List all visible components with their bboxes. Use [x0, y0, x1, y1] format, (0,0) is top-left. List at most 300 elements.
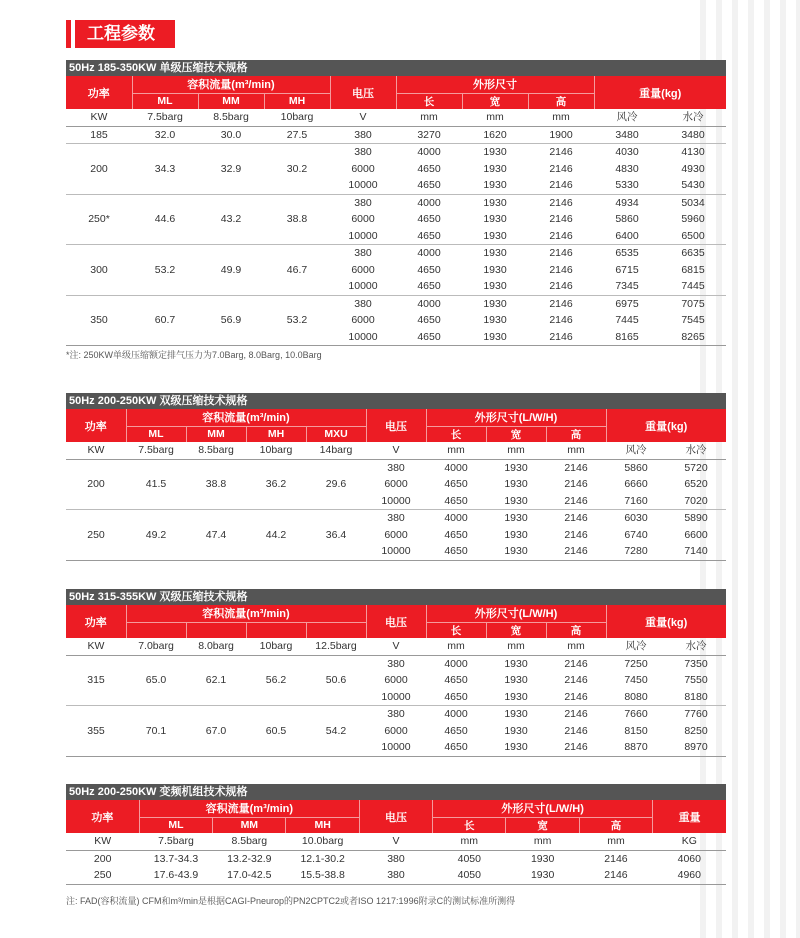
flow-cell: 47.4 [186, 510, 246, 561]
table-cell: 10000 [330, 278, 396, 295]
header-sub: MXU [306, 426, 366, 442]
table-cell: 2146 [528, 228, 594, 245]
unit-cell: 12.5barg [306, 638, 366, 655]
unit-cell: mm [433, 833, 506, 850]
table-cell: 1930 [504, 708, 528, 720]
table-cell: 2146 [564, 478, 588, 490]
table-cell: 8970 [666, 739, 726, 756]
table-cell: 380 [354, 297, 372, 310]
spec-table-vfd-200-250 [66, 784, 726, 885]
table-cell: 4000 [444, 708, 468, 720]
table-cell: 7445 [660, 278, 726, 295]
header-sub: 宽 [462, 93, 528, 109]
flow-cell: 70.1 [126, 706, 186, 757]
table-cell: 7760 [684, 708, 708, 720]
table-cell: 4030 [615, 146, 639, 158]
header-sub: MM [186, 426, 246, 442]
power-cell: 350 [66, 295, 132, 346]
table-cell: 7250 [624, 657, 648, 670]
table-cell: 2146 [564, 461, 588, 474]
table-cell: 6500 [660, 228, 726, 245]
table-cell: 4650 [444, 674, 468, 686]
flow-cell: 38.8 [264, 194, 330, 245]
header-sub: 宽 [506, 817, 579, 833]
header-sub: 宽 [486, 426, 546, 442]
table-cell: 380 [387, 461, 405, 474]
table-cell: 6000 [384, 528, 408, 541]
table-cell: 5960 [681, 213, 705, 225]
table-cell: 6000 [384, 724, 408, 737]
flow-cell: 65.0 [126, 655, 186, 706]
table-cell: 13.2-32.9 [227, 852, 272, 865]
table-cell: 12.1-30.2 [300, 852, 345, 865]
header-voltage: 电压 [366, 605, 426, 638]
unit-cell: 风冷 [606, 442, 666, 459]
spec-table-two-stage-200-250 [66, 393, 726, 561]
table-cell: 2146 [564, 674, 588, 686]
header-sub: 宽 [486, 622, 546, 638]
unit-cell: mm [426, 638, 486, 655]
header-power: 功率 [66, 605, 126, 638]
header-power: 功率 [66, 76, 132, 109]
table-cell: 2146 [549, 247, 573, 259]
table-cell: 5720 [684, 461, 708, 474]
header-weight: 重量(kg) [606, 605, 726, 638]
unit-cell: mm [486, 442, 546, 459]
table-cell: 4000 [417, 297, 441, 310]
table-cell: 10000 [330, 228, 396, 245]
flow-cell: 30.2 [264, 144, 330, 195]
header-sub: 长 [426, 622, 486, 638]
table-cell: 380 [354, 196, 372, 209]
table-cell: 4650 [396, 177, 462, 194]
table-cell: 4650 [417, 263, 441, 276]
table-cell: 4650 [396, 228, 462, 245]
table-cell: 1930 [504, 674, 528, 686]
table-cell: 4650 [444, 724, 468, 737]
power-cell: 185 [66, 126, 132, 144]
table-cell: 3270 [396, 126, 462, 144]
table-cell: 6000 [384, 674, 408, 686]
table-cell: 6000 [351, 263, 375, 276]
table-cell: 1930 [483, 297, 507, 310]
table-cell: 7550 [684, 674, 708, 686]
table-row [66, 706, 726, 723]
header-sub: ML [132, 93, 198, 109]
table-cell: 380 [354, 146, 372, 158]
table-cell: 6030 [624, 512, 648, 524]
unit-cell: mm [528, 109, 594, 126]
header-sub: MH [246, 426, 306, 442]
table-row [66, 245, 726, 262]
header-sub: MM [213, 817, 286, 833]
table-cell: 4000 [417, 247, 441, 259]
spec-table-single-stage [66, 60, 726, 346]
header-power: 功率 [66, 409, 126, 442]
flow-cell: 50.6 [306, 655, 366, 706]
page-heading [66, 20, 175, 48]
flow-cell: 43.2 [198, 194, 264, 245]
table-cell: 1930 [504, 512, 528, 524]
table-cell: 2146 [549, 297, 573, 310]
header-sub-empty [186, 622, 246, 638]
table-cell: 13.7-34.3 [153, 852, 199, 865]
section-title: 50Hz 315-355KW 双级压缩技术规格 [66, 589, 726, 605]
header-sub: 长 [396, 93, 462, 109]
table-cell: 8180 [666, 689, 726, 706]
header-sub-empty [246, 622, 306, 638]
table-cell: 8265 [660, 329, 726, 346]
table-cell: 7350 [684, 657, 708, 670]
table-cell: 380 [387, 512, 405, 524]
unit-cell: 水冷 [666, 442, 726, 459]
table-row [66, 459, 726, 476]
table-cell: 2146 [549, 263, 573, 276]
table-cell: 4650 [417, 213, 441, 225]
table-cell: 4934 [615, 196, 639, 209]
header-voltage: 电压 [330, 76, 396, 109]
table-cell: 380 [330, 126, 396, 144]
flow-cell: 53.2 [264, 295, 330, 346]
table-cell: 4830 [615, 162, 639, 175]
table-cell: 6660 [624, 478, 648, 490]
table-cell: 7545 [681, 314, 705, 326]
unit-cell: V [366, 638, 426, 655]
table-cell: 2146 [564, 657, 588, 670]
table-cell: 4650 [396, 329, 462, 346]
spec-table [66, 800, 726, 885]
table-cell: 1930 [462, 329, 528, 346]
table-cell: 1930 [504, 528, 528, 541]
header-sub: ML [139, 817, 212, 833]
header-sub-empty [126, 622, 186, 638]
flow-cell: 60.7 [132, 295, 198, 346]
table-cell: 10000 [366, 689, 426, 706]
power-cell: 355 [66, 706, 126, 757]
flow-cell: 49.9 [198, 245, 264, 296]
table-cell: 6520 [684, 478, 708, 490]
header-flow: 容积流量(m³/min) [132, 76, 330, 93]
table-cell: 2146 [564, 528, 588, 541]
header-sub: MH [286, 817, 359, 833]
table-cell: 200 [93, 852, 112, 865]
header-sub-empty [306, 622, 366, 638]
table-cell: 6000 [351, 213, 375, 225]
table-cell: 5890 [684, 512, 708, 524]
table-cell: 2146 [549, 146, 573, 158]
note-250kw: *注: 250KW单级压缩额定排气压力为7.0Barg, 8.0Barg, 10.0Barg [66, 350, 322, 360]
table-cell: 4650 [417, 162, 441, 175]
header-flow: 容积流量(m³/min) [126, 605, 366, 622]
power-cell: 250 [66, 510, 126, 561]
unit-cell: 7.5barg [132, 109, 198, 126]
unit-cell: 14barg [306, 442, 366, 459]
unit-cell: mm [396, 109, 462, 126]
header-voltage: 电压 [366, 409, 426, 442]
unit-cell: 7.5barg [126, 442, 186, 459]
table-cell: 7160 [606, 493, 666, 510]
table-cell: 1930 [483, 146, 507, 158]
unit-cell: 风冷 [606, 638, 666, 655]
power-cell: 200 [66, 144, 132, 195]
header-voltage: 电压 [359, 800, 432, 833]
table-cell: 2146 [564, 724, 588, 737]
table-cell: 6535 [615, 247, 639, 259]
table-cell: 4000 [444, 657, 468, 670]
flow-cell: 54.2 [306, 706, 366, 757]
table-cell: 2146 [528, 177, 594, 194]
unit-cell: V [366, 442, 426, 459]
table-cell: 1930 [483, 196, 507, 209]
unit-cell: 水冷 [660, 109, 726, 126]
table-cell: 2146 [528, 278, 594, 295]
header-sub: 长 [426, 426, 486, 442]
table-cell: 4000 [417, 146, 441, 158]
table-cell: 1930 [486, 739, 546, 756]
unit-cell: V [330, 109, 396, 126]
spec-table [66, 76, 726, 346]
table-cell: 4000 [444, 512, 468, 524]
table-cell: 2146 [579, 867, 652, 884]
table-cell: 4650 [426, 689, 486, 706]
table-cell: 6000 [351, 314, 375, 326]
section-title: 50Hz 200-250KW 变频机组技术规格 [66, 784, 726, 800]
header-sub: MH [264, 93, 330, 109]
power-cell: 250* [66, 194, 132, 245]
spec-table [66, 409, 726, 561]
table-cell: 1930 [462, 278, 528, 295]
table-cell: 7660 [624, 708, 648, 720]
table-cell: 8150 [624, 724, 648, 737]
unit-cell: KW [66, 833, 139, 850]
table-cell: 2146 [564, 512, 588, 524]
table-cell: 15.5-38.8 [286, 867, 359, 884]
unit-cell: 风冷 [594, 109, 660, 126]
table-cell: 4960 [653, 867, 726, 884]
flow-cell: 38.8 [186, 459, 246, 510]
table-cell: 5034 [681, 196, 705, 209]
flow-cell: 30.0 [198, 126, 264, 144]
table-row [66, 867, 726, 884]
unit-cell: 8.5barg [213, 833, 286, 850]
table-cell: 3480 [594, 126, 660, 144]
header-sub: ML [126, 426, 186, 442]
table-cell: 7345 [594, 278, 660, 295]
unit-cell: 8.0barg [186, 638, 246, 655]
header-sub: 长 [433, 817, 506, 833]
table-cell: 4650 [444, 478, 468, 490]
table-cell: 10000 [366, 543, 426, 560]
header-weight: 重量(kg) [606, 409, 726, 442]
flow-cell: 56.2 [246, 655, 306, 706]
unit-cell: KW [66, 109, 132, 126]
power-cell: 315 [66, 655, 126, 706]
table-cell: 10000 [330, 177, 396, 194]
table-row [66, 295, 726, 312]
unit-cell: 8.5barg [186, 442, 246, 459]
table-cell: 2146 [549, 213, 573, 225]
unit-cell: 10barg [246, 442, 306, 459]
table-cell: 2146 [546, 493, 606, 510]
table-cell: 8080 [606, 689, 666, 706]
table-cell: 1620 [462, 126, 528, 144]
unit-cell: KG [653, 833, 726, 850]
table-cell: 10000 [366, 493, 426, 510]
table-cell: 1930 [462, 177, 528, 194]
table-cell: 2146 [546, 689, 606, 706]
table-cell: 4650 [444, 528, 468, 541]
flow-cell: 46.7 [264, 245, 330, 296]
table-cell: 6740 [624, 528, 648, 541]
flow-cell: 49.2 [126, 510, 186, 561]
table-cell: 6400 [594, 228, 660, 245]
table-cell: 7075 [681, 297, 705, 310]
table-cell: 380 [387, 708, 405, 720]
table-cell: 4650 [417, 314, 441, 326]
unit-cell: mm [546, 442, 606, 459]
unit-cell: 水冷 [666, 638, 726, 655]
table-cell: 1930 [462, 228, 528, 245]
flow-cell: 44.6 [132, 194, 198, 245]
table-cell: 8250 [684, 724, 708, 737]
flow-cell: 32.9 [198, 144, 264, 195]
table-cell: 8165 [594, 329, 660, 346]
table-cell: 7450 [624, 674, 648, 686]
table-cell: 1900 [528, 126, 594, 144]
unit-cell: mm [546, 638, 606, 655]
header-weight: 重量(kg) [594, 76, 726, 109]
table-row [66, 126, 726, 144]
table-cell: 380 [387, 657, 405, 670]
power-cell: 300 [66, 245, 132, 296]
table-cell: 7280 [606, 543, 666, 560]
table-cell: 1930 [504, 724, 528, 737]
table-cell: 4930 [681, 162, 705, 175]
table-cell: 6600 [684, 528, 708, 541]
unit-cell: mm [462, 109, 528, 126]
table-cell: 5860 [624, 461, 648, 474]
table-cell: 6000 [384, 478, 408, 490]
table-cell: 6000 [351, 162, 375, 175]
table-cell: 7020 [666, 493, 726, 510]
table-cell: 17.6-43.9 [139, 867, 212, 884]
table-cell: 1930 [486, 689, 546, 706]
table-cell: 1930 [504, 657, 528, 670]
table-cell: 1930 [506, 867, 579, 884]
table-cell: 250 [66, 867, 139, 884]
power-cell: 200 [66, 459, 126, 510]
table-cell: 4000 [444, 461, 468, 474]
table-row [66, 850, 726, 867]
flow-cell: 27.5 [264, 126, 330, 144]
table-cell: 2146 [549, 196, 573, 209]
unit-cell: mm [426, 442, 486, 459]
unit-cell: 10barg [264, 109, 330, 126]
table-cell: 2146 [564, 708, 588, 720]
table-cell: 5330 [594, 177, 660, 194]
unit-cell: KW [66, 442, 126, 459]
page-title: 工程参数 [75, 20, 175, 48]
flow-cell: 67.0 [186, 706, 246, 757]
header-dimensions: 外形尺寸 [396, 76, 594, 93]
table-cell: 3480 [660, 126, 726, 144]
table-cell: 5860 [615, 213, 639, 225]
table-cell: 1930 [486, 543, 546, 560]
unit-cell: mm [486, 638, 546, 655]
table-cell: 1930 [504, 461, 528, 474]
table-cell: 4130 [681, 146, 705, 158]
flow-cell: 32.0 [132, 126, 198, 144]
flow-cell: 29.6 [306, 459, 366, 510]
header-power: 功率 [66, 800, 139, 833]
table-cell: 6635 [681, 247, 705, 259]
flow-cell: 36.4 [306, 510, 366, 561]
flow-cell: 44.2 [246, 510, 306, 561]
table-cell: 4650 [426, 543, 486, 560]
table-cell: 1930 [483, 247, 507, 259]
table-cell: 380 [354, 247, 372, 259]
table-cell: 6815 [681, 263, 705, 276]
flow-cell: 34.3 [132, 144, 198, 195]
table-cell: 10000 [366, 739, 426, 756]
flow-cell: 62.1 [186, 655, 246, 706]
table-cell: 2146 [549, 314, 573, 326]
table-cell: 8870 [606, 739, 666, 756]
table-cell: 1930 [483, 314, 507, 326]
header-weight: 重量 [653, 800, 726, 833]
section-title: 50Hz 200-250KW 双级压缩技术规格 [66, 393, 726, 409]
table-cell: 1930 [483, 162, 507, 175]
table-cell: 380 [359, 867, 432, 884]
table-cell: 7445 [615, 314, 639, 326]
table-cell: 1930 [483, 263, 507, 276]
unit-cell: 10barg [246, 638, 306, 655]
unit-cell: 7.5barg [139, 833, 212, 850]
table-cell: 4650 [426, 739, 486, 756]
table-cell: 10000 [330, 329, 396, 346]
table-cell: 5430 [660, 177, 726, 194]
flow-cell: 56.9 [198, 295, 264, 346]
header-sub: 高 [579, 817, 652, 833]
flow-cell: 41.5 [126, 459, 186, 510]
header-sub: 高 [546, 426, 606, 442]
spec-table [66, 605, 726, 757]
table-cell: 2146 [528, 329, 594, 346]
header-sub: MM [198, 93, 264, 109]
table-row [66, 144, 726, 161]
heading-accent-bar [66, 20, 71, 48]
flow-cell: 36.2 [246, 459, 306, 510]
table-cell: 1930 [504, 478, 528, 490]
note-fad: 注: FAD(容积流量) CFM和m³/min是根据CAGI-Pneurop的PN2CPTC2或者ISO 1217:1996附录C的测试标准所测得 [66, 896, 516, 906]
table-cell: 7140 [666, 543, 726, 560]
header-dimensions: 外形尺寸(L/W/H) [433, 800, 653, 817]
table-cell: 4050 [433, 867, 506, 884]
table-cell: 4650 [396, 278, 462, 295]
unit-cell: 7.0barg [126, 638, 186, 655]
flow-cell: 60.5 [246, 706, 306, 757]
header-flow: 容积流量(m³/min) [126, 409, 366, 426]
table-cell: 2146 [604, 852, 628, 865]
flow-cell: 53.2 [132, 245, 198, 296]
table-cell: 4050 [457, 852, 481, 865]
unit-cell: V [359, 833, 432, 850]
table-cell: 6715 [615, 263, 639, 276]
table-row [66, 510, 726, 527]
table-cell: 2146 [546, 543, 606, 560]
table-cell: 6975 [615, 297, 639, 310]
table-cell: 2146 [549, 162, 573, 175]
